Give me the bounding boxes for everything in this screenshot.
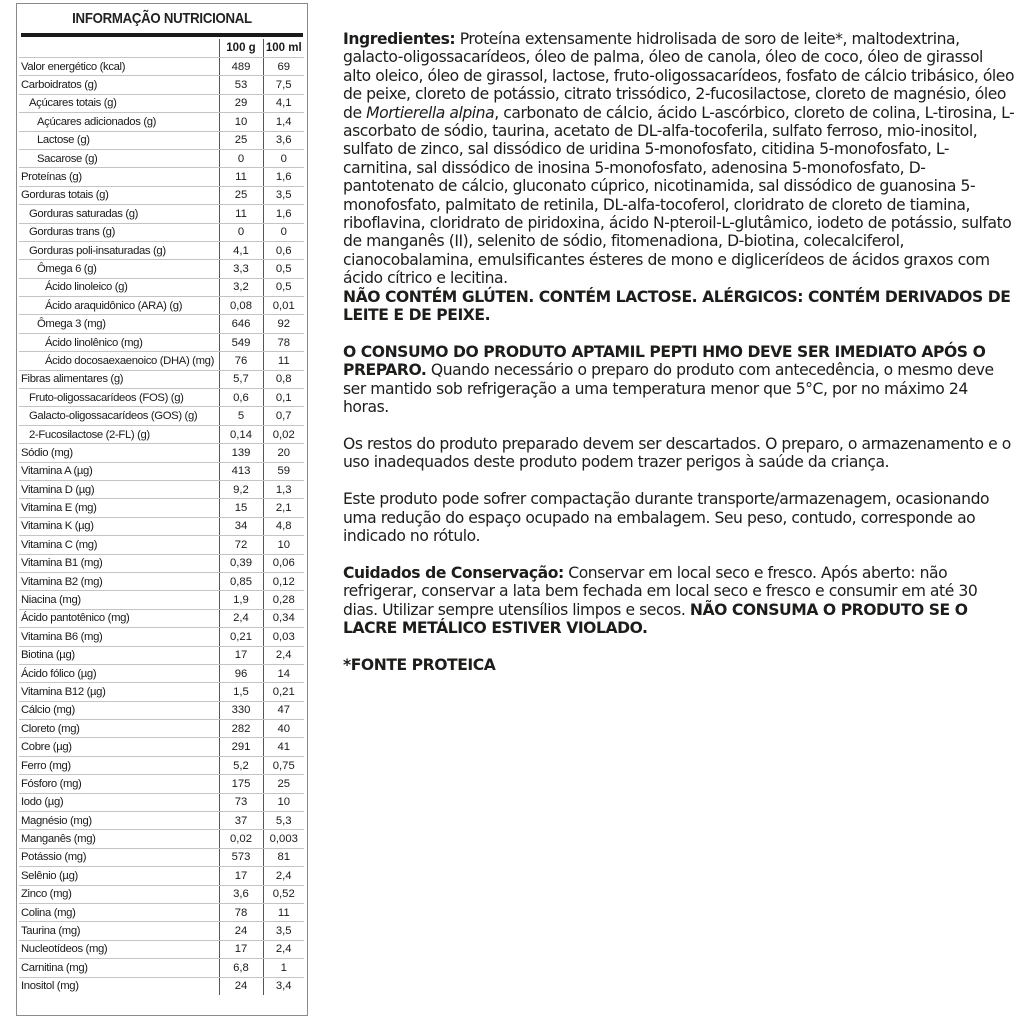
- value-100ml: 0,52: [263, 885, 304, 903]
- value-100g: 0,14: [219, 425, 263, 443]
- nutrient-label: Vitamina C (mg): [19, 536, 219, 554]
- nutrient-label: Taurina (mg): [19, 922, 219, 940]
- nutrient-label: Galacto-oligossacarídeos (GOS) (g): [19, 407, 219, 425]
- value-100g: 24: [219, 922, 263, 940]
- conservation-paragraph: [343, 564, 1015, 638]
- nutrition-row: [19, 94, 304, 112]
- value-100g: 53: [219, 76, 263, 94]
- value-100g: 17: [219, 867, 263, 885]
- nutrient-label: Ácido fólico (µg): [19, 664, 219, 682]
- seal-warning: NÃO CONSUMA O PRODUTO SE O LACRE METÁLICO ESTIVER VIOLADO.: [343, 600, 968, 637]
- nutrition-row: [19, 149, 304, 167]
- value-100ml: 47: [263, 701, 304, 719]
- column-header-100g: 100 g: [219, 39, 263, 58]
- nutrition-title: INFORMAÇÃO NUTRICIONAL: [72, 10, 252, 27]
- nutrient-label: Vitamina B2 (mg): [19, 572, 219, 590]
- value-100ml: 10: [263, 793, 304, 811]
- value-100g: 72: [219, 536, 263, 554]
- nutrition-row: [19, 205, 304, 223]
- nutrient-label: Carboidratos (g): [19, 76, 219, 94]
- nutrition-table: [19, 39, 304, 995]
- nutrition-row: [19, 58, 304, 76]
- value-100g: 1,9: [219, 591, 263, 609]
- value-100ml: 25: [263, 775, 304, 793]
- value-100ml: 0,03: [263, 628, 304, 646]
- value-100g: 139: [219, 444, 263, 462]
- value-100ml: 0: [263, 223, 304, 241]
- value-100ml: 2,1: [263, 499, 304, 517]
- nutrition-row: [19, 591, 304, 609]
- nutrition-row: [19, 315, 304, 333]
- value-100ml: 0: [263, 149, 304, 167]
- value-100g: 1,5: [219, 683, 263, 701]
- nutrition-facts-table: [16, 3, 308, 1016]
- nutrition-row: [19, 480, 304, 498]
- nutrition-row: [19, 370, 304, 388]
- value-100ml: 0,02: [263, 425, 304, 443]
- nutrient-label: Açúcares totais (g): [19, 94, 219, 112]
- nutrition-row: [19, 76, 304, 94]
- nutrition-row: [19, 462, 304, 480]
- value-100g: 37: [219, 812, 263, 830]
- nutrient-label: Magnésio (mg): [19, 812, 219, 830]
- nutrient-label: Lactose (g): [19, 131, 219, 149]
- value-100ml: 2,4: [263, 867, 304, 885]
- nutrition-row: [19, 609, 304, 627]
- nutrition-row: [19, 867, 304, 885]
- value-100g: 0,85: [219, 572, 263, 590]
- ingredients-species: Mortierella alpina: [366, 103, 495, 122]
- value-100g: 10: [219, 113, 263, 131]
- nutrition-row: [19, 223, 304, 241]
- nutrient-label: Niacina (mg): [19, 591, 219, 609]
- nutrition-row: [19, 756, 304, 774]
- nutrient-label: Potássio (mg): [19, 848, 219, 866]
- value-100g: 573: [219, 848, 263, 866]
- value-100ml: 0,8: [263, 370, 304, 388]
- value-100ml: 59: [263, 462, 304, 480]
- value-100g: 25: [219, 186, 263, 204]
- value-100ml: 3,5: [263, 186, 304, 204]
- nutrition-row: [19, 959, 304, 977]
- consumption-body: Quando necessário o preparo do produto com antecedência, o mesmo deve ser mantido sob refrigeração a uma temperatura menor que 5°C, por no máximo 24 horas.: [343, 361, 994, 417]
- nutrient-label: Colina (mg): [19, 903, 219, 921]
- nutrient-label: Vitamina B1 (mg): [19, 554, 219, 572]
- nutrition-row: [19, 683, 304, 701]
- nutrient-label: Ácido docosaexaenoico (DHA) (mg): [19, 352, 219, 370]
- nutrition-row: [19, 646, 304, 664]
- value-100g: 330: [219, 701, 263, 719]
- value-100ml: 11: [263, 903, 304, 921]
- nutrition-row: [19, 407, 304, 425]
- value-100ml: 81: [263, 848, 304, 866]
- value-100g: 9,2: [219, 480, 263, 498]
- value-100g: 489: [219, 58, 263, 76]
- value-100ml: 4,1: [263, 94, 304, 112]
- column-header-row: [19, 39, 304, 58]
- value-100g: 0: [219, 223, 263, 241]
- nutrition-row: [19, 848, 304, 866]
- nutrient-label: Sacarose (g): [19, 149, 219, 167]
- nutrient-label: Gorduras saturadas (g): [19, 205, 219, 223]
- nutrition-row: [19, 922, 304, 940]
- nutrient-label: Ácido linoleico (g): [19, 278, 219, 296]
- nutrition-row: [19, 168, 304, 186]
- nutrition-row: [19, 720, 304, 738]
- value-100g: 11: [219, 205, 263, 223]
- footnote-text: *FONTE PROTEICA: [343, 655, 496, 674]
- nutrient-label: Vitamina B6 (mg): [19, 628, 219, 646]
- nutrition-row: [19, 830, 304, 848]
- nutrition-row: [19, 940, 304, 958]
- nutrient-label: Ômega 3 (mg): [19, 315, 219, 333]
- value-100g: 0: [219, 149, 263, 167]
- value-100ml: 0,6: [263, 241, 304, 259]
- nutrition-row: [19, 186, 304, 204]
- value-100g: 0,21: [219, 628, 263, 646]
- nutrition-row: [19, 425, 304, 443]
- value-100ml: 0,75: [263, 756, 304, 774]
- nutrient-label: Fibras alimentares (g): [19, 370, 219, 388]
- nutrient-label: Gorduras poli-insaturadas (g): [19, 241, 219, 259]
- value-100g: 5,7: [219, 370, 263, 388]
- nutrition-row: [19, 554, 304, 572]
- nutrient-label: Fruto-oligossacarídeos (FOS) (g): [19, 389, 219, 407]
- conservation-body: Conservar em local seco e fresco. Após aberto: não refrigerar, conservar a lata bem fechada em local seco e fresco e consumir em até 30 dias. Utilizar sempre utensílios limpos e secos.: [343, 563, 978, 619]
- nutrient-label: Manganês (mg): [19, 830, 219, 848]
- nutrition-row: [19, 260, 304, 278]
- nutrient-label: Gorduras totais (g): [19, 186, 219, 204]
- nutrient-label: Iodo (µg): [19, 793, 219, 811]
- nutrient-label: Sódio (mg): [19, 444, 219, 462]
- nutrient-label: Açúcares adicionados (g): [19, 113, 219, 131]
- value-100ml: 69: [263, 58, 304, 76]
- nutrition-row: [19, 333, 304, 351]
- nutrient-label: Proteínas (g): [19, 168, 219, 186]
- nutrient-label: Nucleotídeos (mg): [19, 940, 219, 958]
- nutrient-label: Zinco (mg): [19, 885, 219, 903]
- value-100g: 17: [219, 646, 263, 664]
- value-100g: 2,4: [219, 609, 263, 627]
- nutrition-row: [19, 444, 304, 462]
- nutrition-row: [19, 113, 304, 131]
- value-100ml: 78: [263, 333, 304, 351]
- nutrient-label: Gorduras trans (g): [19, 223, 219, 241]
- nutrition-row: [19, 241, 304, 259]
- value-100ml: 1,3: [263, 480, 304, 498]
- consumption-paragraph: [343, 343, 1015, 417]
- nutrition-row: [19, 628, 304, 646]
- column-header-100ml: 100 ml: [263, 39, 304, 58]
- leftovers-paragraph: Os restos do produto preparado devem ser descartados. O preparo, o armazenamento e o uso inadequados deste produto podem trazer perigos à saúde da criança.: [343, 434, 1011, 472]
- nutrition-row: [19, 352, 304, 370]
- value-100g: 78: [219, 903, 263, 921]
- protein-source-footnote: [343, 656, 1015, 674]
- value-100g: 4,1: [219, 241, 263, 259]
- value-100g: 25: [219, 131, 263, 149]
- value-100ml: 1,6: [263, 168, 304, 186]
- ingredients-paragraph: [343, 30, 1015, 288]
- value-100ml: 92: [263, 315, 304, 333]
- value-100g: 5: [219, 407, 263, 425]
- value-100ml: 4,8: [263, 517, 304, 535]
- value-100ml: 7,5: [263, 76, 304, 94]
- value-100g: 3,3: [219, 260, 263, 278]
- value-100ml: 3,6: [263, 131, 304, 149]
- value-100ml: 0,06: [263, 554, 304, 572]
- value-100ml: 0,28: [263, 591, 304, 609]
- nutrient-label: Vitamina D (µg): [19, 480, 219, 498]
- value-100ml: 11: [263, 352, 304, 370]
- nutrient-label: Ômega 6 (g): [19, 260, 219, 278]
- nutrition-row: [19, 389, 304, 407]
- value-100g: 0,08: [219, 297, 263, 315]
- value-100ml: 2,4: [263, 940, 304, 958]
- value-100g: 0,6: [219, 389, 263, 407]
- nutrition-row: [19, 903, 304, 921]
- value-100g: 0,02: [219, 830, 263, 848]
- column-header-nutrient: [19, 39, 219, 58]
- nutrient-label: Inositol (mg): [21, 980, 79, 993]
- value-100g: 3,2: [219, 278, 263, 296]
- value-100g: 0,39: [219, 554, 263, 572]
- value-100ml: 0,12: [263, 572, 304, 590]
- value-100ml: 0,01: [263, 297, 304, 315]
- value-100ml: 0,5: [263, 260, 304, 278]
- value-100ml: 0,1: [263, 389, 304, 407]
- nutrient-label: Cobre (µg): [19, 738, 219, 756]
- nutrition-row: [19, 977, 304, 995]
- nutrient-label: Cálcio (mg): [19, 701, 219, 719]
- nutrient-label: Ácido araquidônico (ARA) (g): [19, 297, 219, 315]
- value-100g: 76: [219, 352, 263, 370]
- nutrient-label: Valor energético (kcal): [19, 58, 219, 76]
- value-100ml: 2,4: [263, 646, 304, 664]
- nutrition-row: [19, 775, 304, 793]
- nutrition-row: [19, 885, 304, 903]
- nutrition-row: [19, 793, 304, 811]
- allergens-text: NÃO CONTÉM GLÚTEN. CONTÉM LACTOSE. ALÉRGICOS: CONTÉM DERIVADOS DE LEITE E DE PEIXE.: [343, 287, 1011, 325]
- nutrient-label: Ácido pantotênico (mg): [19, 609, 219, 627]
- value-100ml: 5,3: [263, 812, 304, 830]
- value-100ml: 0,003: [263, 830, 304, 848]
- nutrition-row: [19, 812, 304, 830]
- compaction-paragraph: Este produto pode sofrer compactação durante transporte/armazenagem, ocasionando uma redução do espaço ocupado na embalagem. Seu peso, contudo, corresponde ao indicado no rótulo.: [343, 490, 990, 545]
- nutrient-label: 2-Fucosilactose (2-FL) (g): [19, 425, 219, 443]
- value-100g: 6,8: [219, 959, 263, 977]
- label-text: [343, 30, 1015, 674]
- value-100ml: 14: [263, 664, 304, 682]
- nutrition-row: [19, 572, 304, 590]
- consumption-warning: O CONSUMO DO PRODUTO APTAMIL PEPTI HMO DEVE SER IMEDIATO APÓS O PREPARO.: [343, 342, 986, 380]
- value-100g: 24: [219, 977, 263, 995]
- nutrition-row: [19, 297, 304, 315]
- nutrition-row: [19, 701, 304, 719]
- nutrient-label: Vitamina B12 (µg): [19, 683, 219, 701]
- nutrient-label: Vitamina E (mg): [19, 499, 219, 517]
- nutrient-label: Biotina (µg): [19, 646, 219, 664]
- allergens-warning: [343, 288, 1015, 325]
- value-100ml: 0,34: [263, 609, 304, 627]
- value-100ml: 1: [263, 959, 304, 977]
- nutrient-label: Ferro (mg): [19, 756, 219, 774]
- nutrition-row: [19, 278, 304, 296]
- value-100g: 15: [219, 499, 263, 517]
- value-100ml: 0,7: [263, 407, 304, 425]
- value-100ml: 1,4: [263, 113, 304, 131]
- value-100g: 34: [219, 517, 263, 535]
- nutrient-label: Vitamina K (µg): [19, 517, 219, 535]
- ingredients-heading: Ingredientes:: [343, 30, 456, 48]
- value-100g: 11: [219, 168, 263, 186]
- value-100ml: 1,6: [263, 205, 304, 223]
- nutrient-label: Selênio (µg): [19, 867, 219, 885]
- nutrient-label: Vitamina A (µg): [19, 462, 219, 480]
- value-100g: 17: [219, 940, 263, 958]
- ingredients-list: Proteína extensamente hidrolisada de soro de leite*, maltodextrina, galacto-oligossacarídeos, óleo de palma, óleo de canola, óleo de coco, óleo de girassol alto oleico, óleo de girassol, lactose, fruto-oligossacarídeos, fosfato de cálcio tribásico, óleo de peixe, cloreto de potássio, citrato trissódico, 2-fucosilactose, cloreto de magnésio, óleo de: [343, 30, 1015, 122]
- value-100ml: 40: [263, 720, 304, 738]
- value-100ml: 0,21: [263, 683, 304, 701]
- value-100g: 282: [219, 720, 263, 738]
- value-100g: 29: [219, 94, 263, 112]
- value-100g: 646: [219, 315, 263, 333]
- value-100g: 175: [219, 775, 263, 793]
- value-100ml: 10: [263, 536, 304, 554]
- title-divider: [21, 33, 303, 37]
- nutrient-label: Carnitina (mg): [19, 959, 219, 977]
- value-100g: 413: [219, 462, 263, 480]
- value-100ml: 0,5: [263, 278, 304, 296]
- value-100g: 3,6: [219, 885, 263, 903]
- value-100ml: 41: [263, 738, 304, 756]
- nutrient-label: Ácido linolênico (mg): [19, 333, 219, 351]
- nutrition-row: [19, 738, 304, 756]
- nutrition-row: [19, 536, 304, 554]
- nutrition-row: [19, 131, 304, 149]
- value-100g: 5,2: [219, 756, 263, 774]
- nutrient-label: Cloreto (mg): [19, 720, 219, 738]
- nutrition-row: [19, 499, 304, 517]
- nutrition-row: [19, 517, 304, 535]
- value-100ml: 20: [263, 444, 304, 462]
- nutrition-row: [19, 664, 304, 682]
- value-100g: 96: [219, 664, 263, 682]
- value-100g: 73: [219, 793, 263, 811]
- value-100ml: 3,4: [263, 977, 304, 995]
- value-100ml: 3,5: [263, 922, 304, 940]
- nutrient-label: Fósforo (mg): [19, 775, 219, 793]
- value-100g: 549: [219, 333, 263, 351]
- conservation-heading: Cuidados de Conservação:: [343, 563, 564, 582]
- ingredients-list-cont: , carbonato de cálcio, ácido L-ascórbico, cloreto de colina, L-tirosina, L-ascorbato de sódio, taurina, acetato de DL-alfa-tocoferila, sulfato ferroso, mio-inositol, sulfato de zinco, sal dissódico de uridina 5-monofosfato, citidina 5-monofosfato, L-carnitina, sal dissódico de inosina 5-monofosfato, adenosina 5-monofosfato, D-pantotenato de cálcio, gluconato cúprico, nicotinamida, sal dissódico de guanosina 5-monofosfato, palmitato de retinila, DL-alfa-tocoferol, cloridrato de cloreto de tiamina, riboflavina, cloridrato de piridoxina, ácido N-pteroil-L-glutâmico, iodeto de potássio, sulfato de manganês (II), selenito de sódio, fitomenadiona, D-biotina, colecalciferol, cianocobalamina, emulsificantes ésteres de mono e diglicerídeos de ácidos graxos com ácido cítrico e lecitina.: [343, 103, 1015, 288]
- value-100g: 291: [219, 738, 263, 756]
- nutrition-rows: [19, 58, 304, 995]
